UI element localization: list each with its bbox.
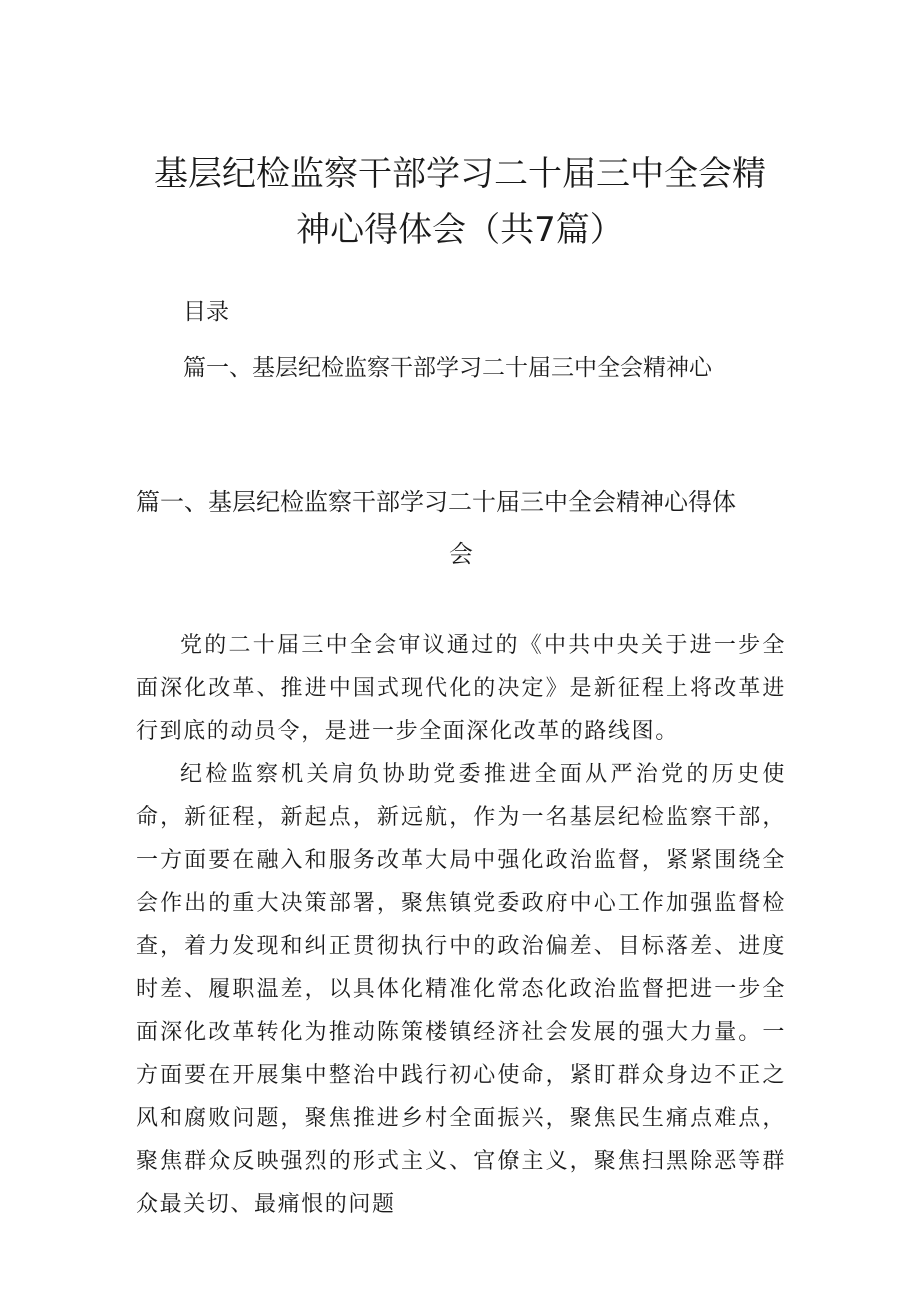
section-heading-line-2: 会 — [449, 540, 473, 568]
paragraph: 党的二十届三中全会审议通过的《中共中央关于进一步全面深化改革、推进中国式现代化的决定》是新征程上将改革进行到底的动员令，是进一步全面深化改革的路线图。 — [136, 633, 786, 744]
paragraph: 纪检监察机关肩负协助党委推进全面从严治党的历史使命，新征程，新起点，新远航，作为一名基层纪检监察干部，一方面要在融入和服务改革大局中强化政治监督，紧紧围绕全会作出的重大决策部署，聚焦镇党委政府中心工作加强监督检查，着力发现和纠正贯彻执行中的政治偏差、目标落差、进度时差、履职温差，以具体化精准化常态化政治监督把进一步全面深化改革转化为推动陈策楼镇经济社会发展的强大力量。一方面要在开展集中整治中践行初心使命，紧盯群众身边不正之风和腐败问题，聚焦推进乡村全面振兴，聚焦民生痛点难点，聚焦群众反映强烈的形式主义、官僚主义，聚焦扫黑除恶等群众最关切、最痛恨的问题 — [136, 762, 786, 1217]
body-text — [136, 624, 786, 1226]
section-heading-line-1: 篇一、基层纪检监察干部学习二十届三中全会精神心得体 — [136, 488, 736, 516]
document-title — [0, 146, 920, 258]
section-heading — [136, 476, 786, 580]
toc-item[interactable]: 篇一、基层纪检监察干部学习二十届三中全会精神心 — [183, 355, 712, 381]
toc-heading: 目录 — [183, 299, 229, 325]
document-title-line-1: 基层纪检监察干部学习二十届三中全会精 — [154, 154, 766, 194]
document-title-line-2: 神心得体会（共7篇） — [296, 210, 624, 250]
